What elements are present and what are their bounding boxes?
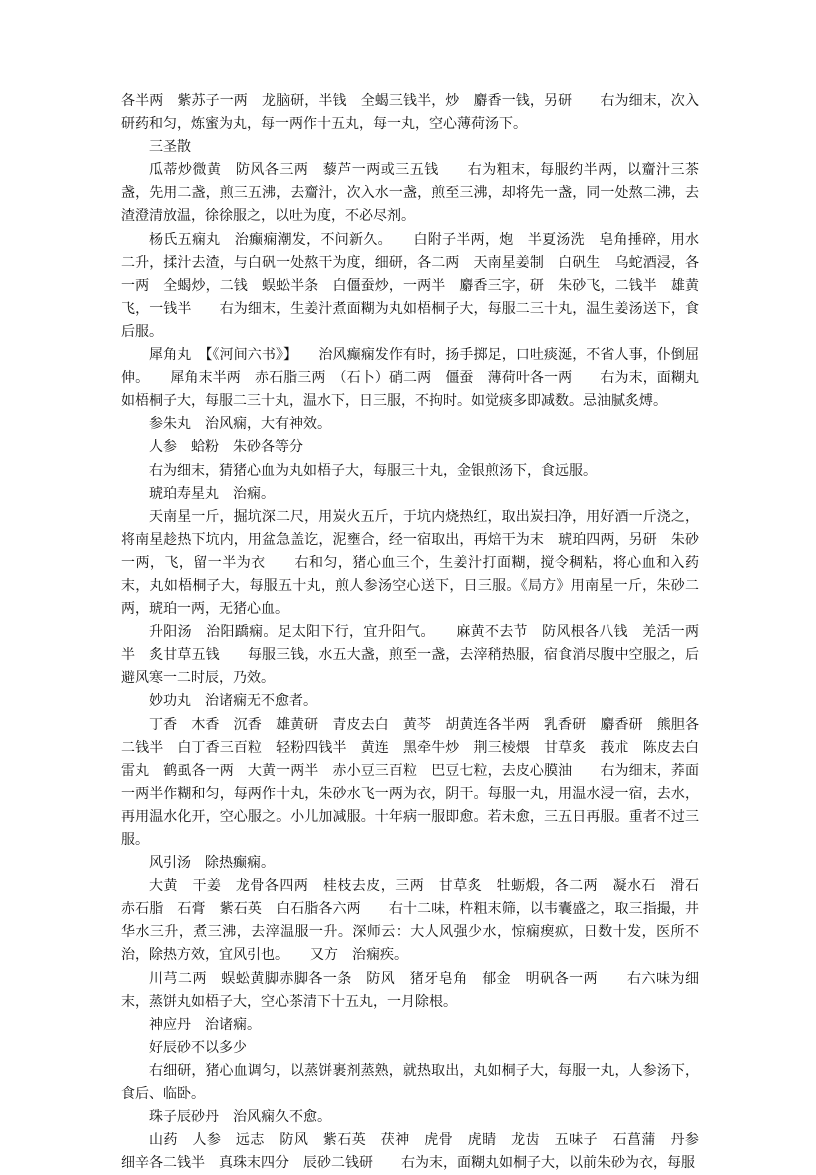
formula-title-hupo-shouxing-wan: 琥珀寿星丸 治痫。	[149, 485, 275, 502]
paragraph: 各半两 紫苏子一两 龙脑研，半钱 全蝎三钱半，炒 麝香一钱，另研 右为细末，次入研药和匀，炼蜜为丸，每一两作十五丸，每一丸，空心薄荷汤下。	[121, 93, 699, 133]
formula-title-shenzhu-wan: 参朱丸 治风痫，大有神效。	[149, 416, 331, 433]
ingredient-line: 好辰砂不以多少	[149, 1039, 247, 1056]
formula-title-shenying-dan: 神应丹 治诸痫。	[149, 1016, 261, 1033]
paragraph: 山药 人参 远志 防风 紫石英 茯神 虎骨 虎睛 龙齿 五味子 石菖蒲 丹参 细辛各二钱半 真珠末四分 辰砂二钱研 右为末，面糊丸如桐子大，以前朱砂为衣，每服	[121, 1132, 713, 1172]
formula-title-zhuzi-chensha-dan: 珠子辰砂丹 治风痫久不愈。	[149, 1109, 331, 1126]
paragraph: 川芎二两 蜈蚣黄脚赤脚各一条 防风 猪牙皂角 郁金 明矾各一两 右六味为细末，蒸饼丸如梧子大，空心茶清下十五丸，一月除根。	[121, 970, 699, 1010]
paragraph: 升阳汤 治阳蹻痫。足太阳下行，宜升阳气。 麻黄不去节 防风根各八钱 羌活一两半 炙甘草五钱 每服三钱，水五大盏，煎至一盏，去滓稍热服，宿食消尽腹中空服之，后避风寒一二时辰，乃效。	[121, 624, 699, 687]
paragraph: 天南星一斤，掘坑深二尺，用炭火五斤，于坑内烧热红，取出炭扫净，用好酒一斤浇之，将南星趁热下坑内，用盆急盖讫，泥壅合，经一宿取出，再焙干为末 琥珀四两，另研 朱砂一两，飞，留一半为衣 右和匀，猪心血三个，生姜汁打面糊，搅令稠粘，将心血和入药末，丸如梧桐子大，每服五十丸，煎人参汤空心送下，日三服。《局方》用南星一斤，朱砂二两，琥珀一两，无猪心血。	[121, 508, 699, 618]
paragraph: 右为细末，猜猪心血为丸如梧子大，每服三十丸，金银煎汤下，食远服。	[149, 462, 597, 479]
formula-title-fengyin-tang: 风引汤 除热癫痫。	[149, 855, 275, 872]
ingredient-line: 人参 蛤粉 朱砂各等分	[149, 439, 303, 456]
paragraph: 瓜蒂炒微黄 防风各三两 藜芦一两或三五钱 右为粗末，每服约半两，以齏汁三茶盏，先用二盏，煎三五沸，去齏汁，次入水一盏，煎至三沸，却将先一盏，同一处熬二沸，去渣澄清放温，徐徐服之，以吐为度，不必尽剂。	[121, 162, 699, 225]
paragraph: 丁香 木香 沉香 雄黄研 青皮去白 黄芩 胡黄连各半两 乳香研 麝香研 熊胆各二钱半 白丁香三百粒 轻粉四钱半 黄连 黑牵牛炒 荆三棱煨 甘草炙 莪朮 陈皮去白 雷丸 鹤虱各一两 大黄一两半 赤小豆三百粒 巴豆七粒，去皮心膜油 右为细末，荞面一两半作糊和匀，每两作十丸，朱砂水飞一两为衣，阴干。每服一丸，用温水浸一宿，去水，再用温水化开，空心服之。小儿加减服。十年病一服即愈。若未愈，三五日再服。重者不过三服。	[121, 716, 713, 848]
paragraph: 犀角丸 【《河间六书》】 治风癫痫发作有时，扬手掷足，口吐痰涎，不省人事，仆倒屈伸。 犀角末半两 赤石脂三两 （石卜）硝二两 僵蚕 薄荷叶各一两 右为末，面糊丸如梧桐子大，每服二三十丸，温水下，日三服，不拘时。如觉痰多即减数。忌油腻炙煿。	[121, 347, 699, 410]
paragraph: 大黄 干姜 龙骨各四两 桂枝去皮，三两 甘草炙 牡蛎煅，各二两 凝水石 滑石 赤石脂 石膏 紫石英 白石脂各六两 右十二味，杵粗末筛，以韦囊盛之，取三指撮，井华水三升，煮三沸，去滓温服一升。深师云：大人风强少水，惊痫瘈疭，日数十发，医所不治，除热方效，宜风引也。 又方 治痫疾。	[121, 878, 713, 964]
paragraph: 杨氏五痫丸 治癫痫潮发，不问新久。 白附子半两，炮 半夏汤洗 皂角捶碎，用水二升，揉汁去渣，与白矾一处熬干为度，细研，各二两 天南星姜制 白矾生 乌蛇酒浸，各一两 全蝎炒，二钱 蜈蚣半条 白僵蚕炒，一两半 麝香三字，研 朱砂飞，二钱半 雄黄飞，一钱半 右为细末，生姜汁煮面糊为丸如梧桐子大，每服二三十丸，温生姜汤送下，食后服。	[121, 231, 699, 340]
paragraph: 右细研，猪心血调匀，以蒸饼裹剂蒸熟，就热取出，丸如桐子大，每服一丸，人参汤下，食后、临卧。	[121, 1062, 699, 1103]
formula-title-sansheng-san: 三圣散	[149, 139, 191, 156]
formula-title-miaogong-wan: 妙功丸 治诸痫无不愈者。	[149, 693, 317, 710]
document-page	[121, 90, 713, 1175]
